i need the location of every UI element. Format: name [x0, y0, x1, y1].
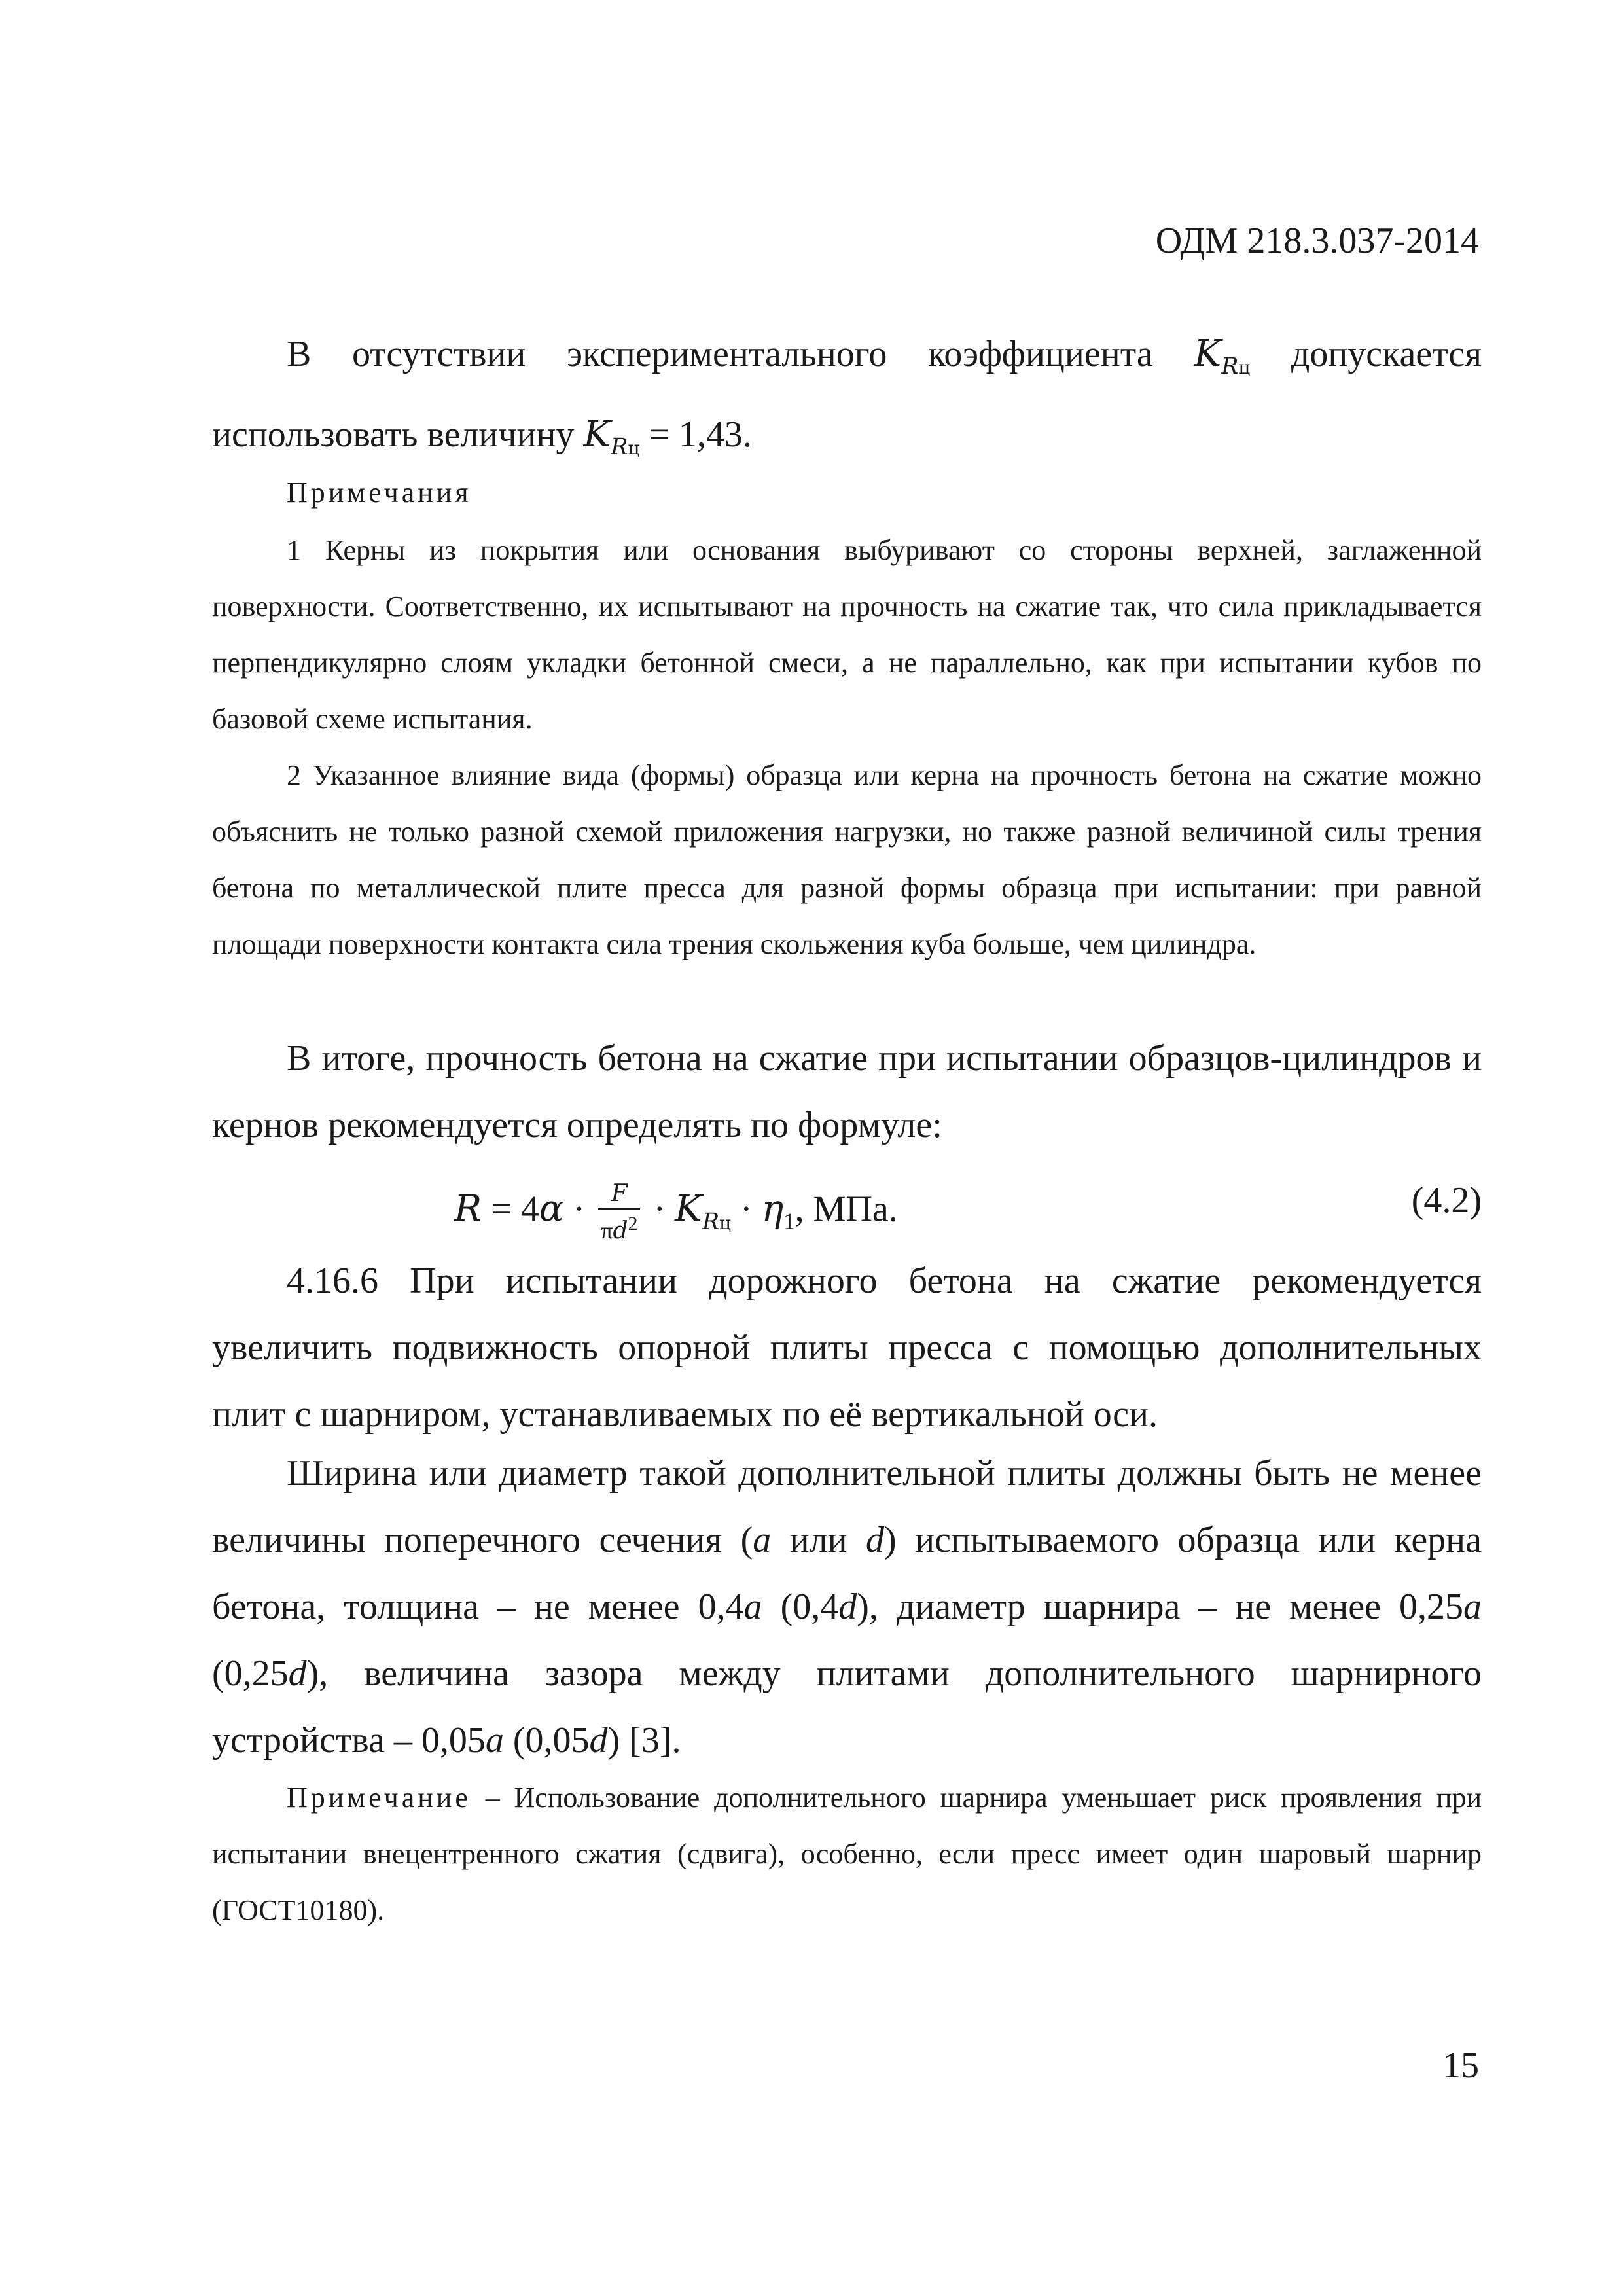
paragraph-4-16-6: 4.16.6 При испытании дорожного бетона на сжатие рекомендуется увеличить подвижность опорной плиты пресса с помощью дополнительных плит с шарниром, устанавливаемых по её вертикальной оси.	[212, 1261, 1482, 1435]
paragraph-summary: В итоге, прочность бетона на сжатие при испытании образцов-цилиндров и кернов рекомендуется определять по формуле:	[212, 1038, 1482, 1145]
page-number: 15	[1442, 2045, 1479, 2086]
formula-fraction: $\frac{F}{\pi d^2}$	[598, 1179, 640, 1246]
notes-heading: Примечания	[287, 476, 472, 509]
k-r-symbol-2: $K_{Rц}$	[583, 413, 640, 461]
formula-4-2	[454, 1162, 1482, 1254]
formula-expression: R = 4α · $\frac{F}{\pi d^2}$ · $K_{Rц} \cdot \eta_1$, МПа.	[454, 1180, 898, 1244]
note-2: 2 Указанное влияние вида (формы) образца или керна на прочность бетона на сжатие можно объяснить не только разной схемой приложения нагрузки, но также разной величиной силы трения бетона по металлической плите пресса для разной формы образца при испытании: при равной площади поверхности контакта сила трения скольжения куба больше, чем цилиндра.	[212, 759, 1482, 960]
k-r-symbol: $K_{Rц}$	[1194, 332, 1251, 380]
note-1: 1 Керны из покрытия или основания выбуривают со стороны верхней, заглаженной поверхности. Соответственно, их испытывают на прочность на сжатие так, что сила прикладывается перпендикулярно слоям укладки бетонной смеси, а не параллельно, как при испытании кубов по базовой схеме испытания.	[212, 534, 1482, 735]
formula-number: (4.2)	[1411, 1180, 1482, 1221]
note-label: Примечание	[287, 1782, 471, 1814]
paragraph-plate-dimensions: Ширина или диаметр такой дополнительной плиты должны быть не менее величины поперечного сечения (a или d) испытываемого образца или керна бетона, толщина – не менее 0,4a (0,4d), диаметр шарнира – не менее 0,25a (0,25d), величина зазора между плитами дополнительного шарнирного устройства – 0,05a (0,05d) [3].	[212, 1453, 1482, 1761]
document-code: ОДМ 218.3.037-2014	[1155, 221, 1479, 261]
paragraph-coefficient: В отсутствии экспериментального коэффициента $K_{Rц}$ допускается использовать величину $K_{Rц} = 1,43$.	[212, 332, 1482, 461]
note-hinge: Примечание – Использование дополнительного шарнира уменьшает риск проявления при испытании внецентренного сжатия (сдвига), особенно, если пресс имеет один шаровый шарнир (ГОСТ10180).	[212, 1782, 1482, 1926]
